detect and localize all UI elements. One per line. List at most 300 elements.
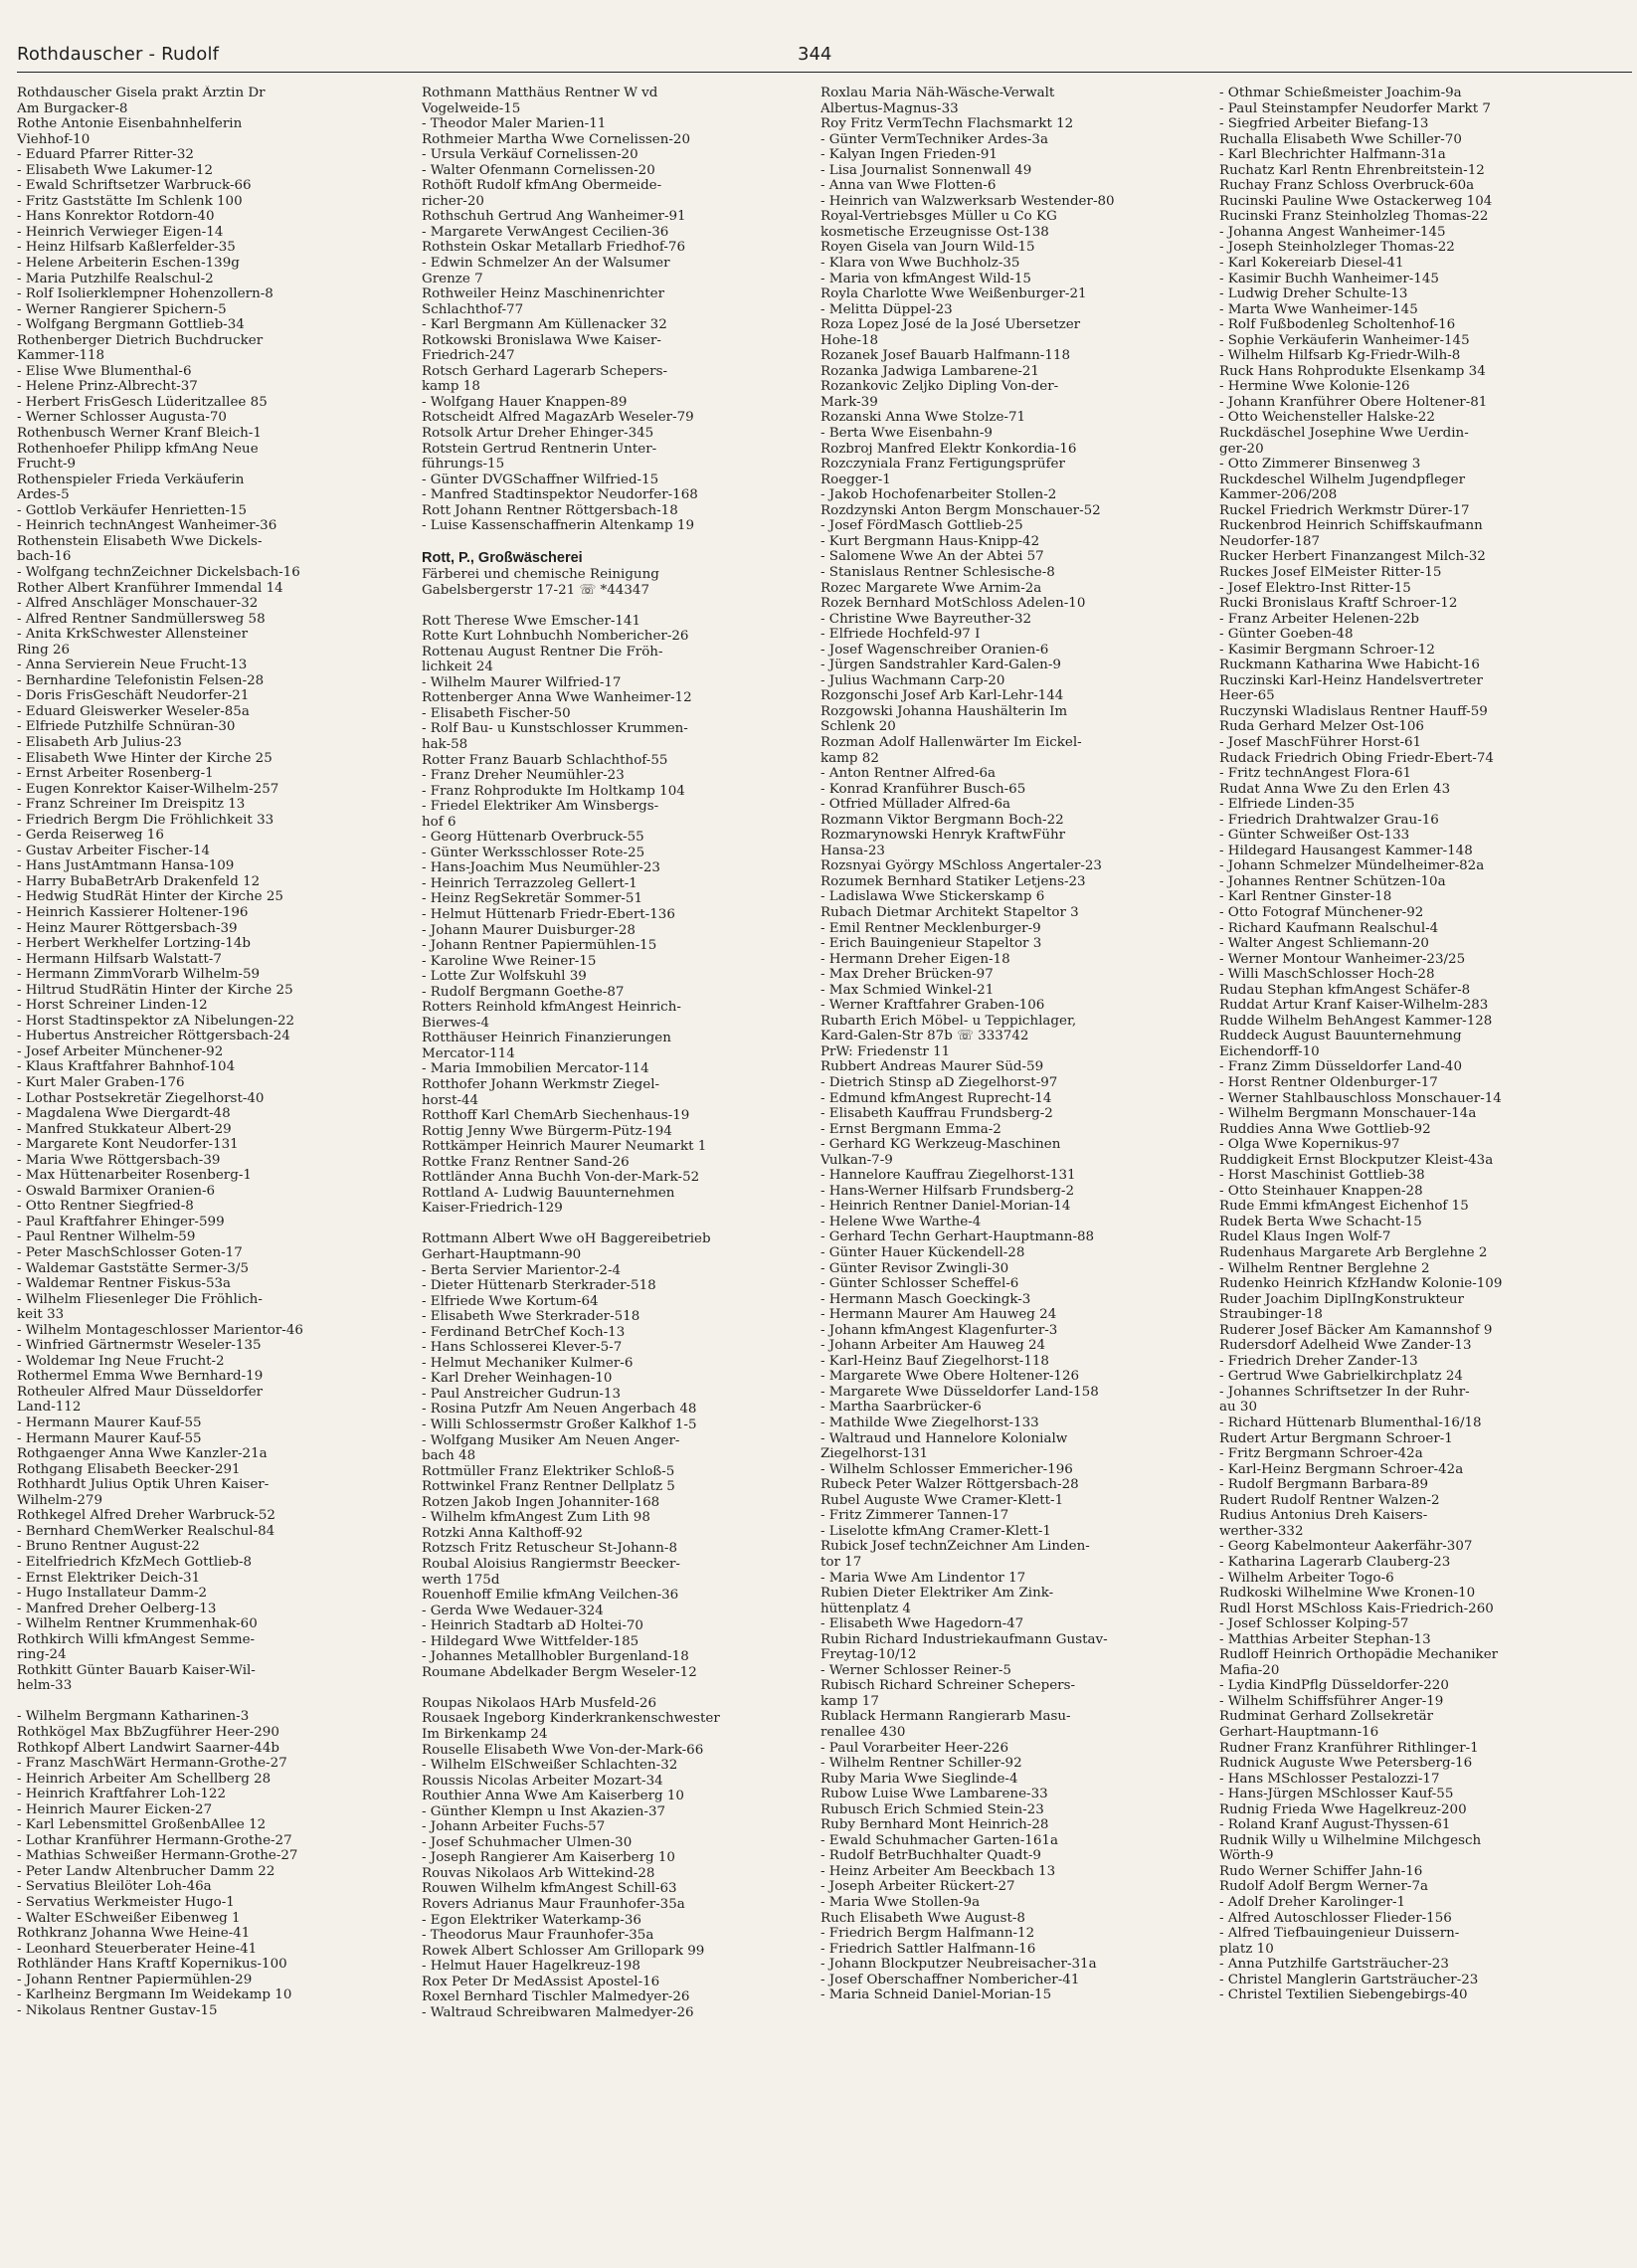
- directory-entry: Rubarth Erich Möbel- u Teppichlager,: [820, 1013, 1077, 1029]
- directory-entry: - Johannes Schriftsetzer In der Ruhr-: [1219, 1384, 1470, 1400]
- directory-entry: Grenze 7: [422, 271, 483, 286]
- directory-entry: Bierwes-4: [422, 1015, 489, 1031]
- directory-entry: - Luise Kassenschaffnerin Altenkamp 19: [422, 518, 695, 534]
- directory-entry: - Franz Rohprodukte Im Holtkamp 104: [422, 783, 685, 799]
- directory-entry: - Doris FrisGeschäft Neudorfer-21: [17, 688, 250, 704]
- directory-entry: - Waldemar Rentner Fiskus-53a: [17, 1276, 232, 1292]
- directory-entry: - Max Hüttenarbeiter Rosenberg-1: [17, 1168, 252, 1184]
- directory-entry: - Werner Rangierer Spichern-5: [17, 301, 227, 317]
- directory-entry: - Karl-Heinz Bergmann Schroer-42a: [1219, 1461, 1464, 1477]
- directory-entry: - Otto Rentner Siegfried-8: [17, 1199, 194, 1215]
- directory-entry: - Waltraud Schreibwaren Malmedyer-26: [422, 2004, 694, 2020]
- directory-entry: - Gerda Wwe Wedauer-324: [422, 1603, 604, 1618]
- directory-entry: Ruddat Artur Kranf Kaiser-Wilhelm-283: [1219, 998, 1489, 1014]
- directory-entry: - Bernhard ChemWerker Realschul-84: [17, 1523, 275, 1539]
- directory-entry: - Heinrich van Walzwerksarb Westender-80: [820, 193, 1115, 209]
- directory-entry: - Manfred Stadtinspektor Neudorfer-168: [422, 487, 698, 503]
- directory-entry: - Horst Stadtinspektor zA Nibelungen-22: [17, 1013, 295, 1029]
- directory-entry: - Edmund kfmAngest Ruprecht-14: [820, 1090, 1052, 1106]
- directory-entry: - Otto Weichensteller Halske-22: [1219, 410, 1435, 426]
- directory-entry: - Fritz Zimmerer Tannen-17: [820, 1508, 1009, 1524]
- directory-entry: Rothgaenger Anna Wwe Kanzler-21a: [17, 1446, 268, 1462]
- directory-entry: - Paul Steinstampfer Neudorfer Markt 7: [1219, 100, 1491, 116]
- directory-entry: - Friedrich Bergm Halfmann-12: [820, 1926, 1035, 1942]
- directory-entry: - Franz Zimm Düsseldorfer Land-40: [1219, 1059, 1463, 1075]
- directory-entry: - Wilhelm Montageschlosser Marientor-46: [17, 1322, 303, 1338]
- directory-entry: - Jürgen Sandstrahler Kard-Galen-9: [820, 658, 1061, 673]
- directory-entry: - Johann Blockputzer Neubreisacher-31a: [820, 1957, 1097, 1973]
- directory-entry: Routhier Anna Wwe Am Kaiserberg 10: [422, 1789, 684, 1804]
- directory-entry: Ruby Bernhard Mont Heinrich-28: [820, 1817, 1049, 1833]
- directory-entry: - Paul Rentner Wilhelm-59: [17, 1229, 196, 1245]
- directory-entry: - Ewald Schuhmacher Garten-161a: [820, 1832, 1058, 1848]
- directory-entry: - Hans-Jürgen MSchlosser Kauf-55: [1219, 1787, 1454, 1802]
- directory-entry: Rothkögel Max BbZugführer Heer-290: [17, 1724, 279, 1740]
- directory-entry: - Fritz technAngest Flora-61: [1219, 766, 1412, 782]
- directory-entry: - Oswald Barmixer Oranien-6: [17, 1183, 216, 1199]
- directory-entry: - Friedrich Dreher Zander-13: [1219, 1353, 1418, 1369]
- directory-entry: - Josef MaschFührer Horst-61: [1219, 734, 1422, 750]
- directory-entry: - Walter Angest Schliemann-20: [1219, 936, 1429, 952]
- directory-entry: - Karl Lebensmittel GroßenbAllee 12: [17, 1817, 267, 1833]
- directory-entry: - Gertrud Wwe Gabrielkirchplatz 24: [1219, 1369, 1463, 1385]
- directory-entry: - Otfried Müllader Alfred-6a: [820, 797, 1011, 813]
- directory-entry: Rudnick Auguste Wwe Petersberg-16: [1219, 1756, 1473, 1772]
- directory-entry: - Wilhelm Rentner Berglehne 2: [1219, 1260, 1430, 1276]
- directory-entry: Rotthoff Karl ChemArb Siechenhaus-19: [422, 1108, 690, 1124]
- directory-entry: - Hildegard Wwe Wittfelder-185: [422, 1633, 639, 1649]
- directory-entry: richer-20: [422, 193, 484, 209]
- directory-entry: Schlachthof-77: [422, 301, 524, 317]
- directory-entry: - Wilhelm Schlosser Emmericher-196: [820, 1461, 1073, 1477]
- directory-entry: - Alfred Rentner Sandmüllersweg 58: [17, 611, 266, 627]
- directory-entry: - Winfried Gärtnermstr Weseler-135: [17, 1338, 262, 1354]
- directory-entry: - Hannelore Kauffrau Ziegelhorst-131: [820, 1168, 1076, 1184]
- directory-entry: - Gerhard KG Werkzeug-Maschinen: [820, 1137, 1061, 1153]
- directory-entry: bach 48: [422, 1448, 476, 1464]
- directory-entry: Rubick Josef technZeichner Am Linden-: [820, 1539, 1090, 1555]
- directory-entry: Rottländer Anna Buchh Von-der-Mark-52: [422, 1170, 700, 1186]
- directory-entry: - Jakob Hochofenarbeiter Stollen-2: [820, 487, 1057, 503]
- directory-entry: - Franz Arbeiter Helenen-22b: [1219, 611, 1420, 627]
- directory-entry: - Wilhelm Fliesenleger Die Fröhlich-: [17, 1291, 263, 1307]
- directory-entry: - Josef Wagenschreiber Oranien-6: [820, 642, 1049, 658]
- directory-entry: Mark-39: [820, 394, 878, 410]
- directory-entry: Rudloff Heinrich Orthopädie Mechaniker: [1219, 1647, 1499, 1663]
- directory-entry: Rotstein Gertrud Rentnerin Unter-: [422, 441, 657, 457]
- directory-entry: - Elisabeth Fischer-50: [422, 705, 571, 721]
- directory-entry: - Hildegard Hausangest Kammer-148: [1219, 843, 1473, 858]
- directory-entry: - Hermann Dreher Eigen-18: [820, 951, 1010, 967]
- directory-entry: - Wilhelm kfmAngest Zum Lith 98: [422, 1510, 650, 1526]
- directory-entry: Rudack Friedrich Obing Friedr-Ebert-74: [1219, 750, 1494, 766]
- directory-entry: Ruddeck August Bauunternehmung: [1219, 1029, 1462, 1044]
- directory-entry: Rottkämper Heinrich Maurer Neumarkt 1: [422, 1139, 707, 1155]
- directory-entry: - Klara von Wwe Buchholz-35: [820, 256, 1020, 272]
- directory-entry: horst-44: [422, 1092, 479, 1108]
- directory-entry: Roxel Bernhard Tischler Malmedyer-26: [422, 1989, 690, 2005]
- directory-entry: Ruczynski Wladislaus Rentner Hauff-59: [1219, 703, 1488, 719]
- directory-entry: - Gottlob Verkäufer Henrietten-15: [17, 502, 248, 518]
- directory-entry: Rubel Auguste Wwe Cramer-Klett-1: [820, 1492, 1064, 1508]
- directory-entry: - Elfriede Putzhilfe Schnüran-30: [17, 719, 236, 735]
- directory-entry: - Heinrich Kraftfahrer Loh-122: [17, 1787, 227, 1802]
- directory-entry: - Wilhelm Bergmann Katharinen-3: [17, 1709, 250, 1725]
- directory-entry: - Werner Stahlbauschloss Monschauer-14: [1219, 1090, 1502, 1106]
- directory-entry: - Fritz Gaststätte Im Schlenk 100: [17, 193, 243, 209]
- directory-entry: Rotte Kurt Lohnbuchh Nombericher-26: [422, 629, 689, 645]
- directory-entry: - Friedrich Bergm Die Fröhlichkeit 33: [17, 812, 274, 828]
- directory-entry: - Helmut Mechaniker Kulmer-6: [422, 1355, 634, 1371]
- directory-entry: Ruderer Josef Bäcker Am Kamannshof 9: [1219, 1322, 1493, 1338]
- directory-entry: - Adolf Dreher Karolinger-1: [1219, 1894, 1406, 1910]
- directory-entry: Ruckes Josef ElMeister Ritter-15: [1219, 564, 1442, 580]
- directory-entry: Rothstein Oskar Metallarb Friedhof-76: [422, 240, 685, 256]
- directory-entry: - Heinrich technAngest Wanheimer-36: [17, 518, 277, 534]
- directory-entry: kamp 18: [422, 379, 480, 395]
- directory-entry: - Paul Vorarbeiter Heer-226: [820, 1740, 1009, 1756]
- directory-entry: Rothenspieler Frieda Verkäuferin: [17, 472, 245, 487]
- directory-entry: - Heinrich Maurer Eicken-27: [17, 1801, 213, 1817]
- directory-entry: helm-33: [17, 1678, 73, 1694]
- directory-entry: Ziegelhorst-131: [820, 1446, 929, 1462]
- directory-entry: - Paul Anstreicher Gudrun-13: [422, 1386, 622, 1402]
- directory-entry: - Franz Schreiner Im Dreispitz 13: [17, 797, 246, 813]
- directory-entry: - Franz MaschWärt Hermann-Grothe-27: [17, 1756, 287, 1772]
- directory-entry: - Hermann Masch Goeckingk-3: [820, 1291, 1031, 1307]
- directory-entry: Roupas Nikolaos HArb Musfeld-26: [422, 1695, 656, 1711]
- directory-entry: Rozmarynowski Henryk KraftwFühr: [820, 828, 1066, 844]
- directory-entry: werther-332: [1219, 1523, 1304, 1539]
- directory-entry: - Günter Schweißer Ost-133: [1219, 828, 1410, 844]
- directory-entry: - Maria Putzhilfe Realschul-2: [17, 271, 214, 286]
- directory-entry: - Hermann Hilfsarb Walstatt-7: [17, 951, 222, 967]
- directory-entry: - Walter Ofenmann Cornelissen-20: [422, 162, 655, 178]
- directory-entry: Rouenhoff Emilie kfmAng Veilchen-36: [422, 1588, 679, 1604]
- directory-entry: - Ludwig Dreher Schulte-13: [1219, 286, 1408, 302]
- directory-entry: - Lotte Zur Wolfskuhl 39: [422, 969, 587, 985]
- directory-entry: - Woldemar Ing Neue Frucht-2: [17, 1353, 225, 1369]
- directory-entry: - Wilhelm Hilfsarb Kg-Friedr-Wilh-8: [1219, 348, 1461, 364]
- directory-entry: - Theodor Maler Marien-11: [422, 116, 607, 132]
- directory-entry: - Herbert FrisGesch Lüderitzallee 85: [17, 394, 268, 410]
- directory-entry: - Olga Wwe Kopernikus-97: [1219, 1137, 1400, 1153]
- directory-entry: - Günter Werksschlosser Rote-25: [422, 845, 645, 860]
- directory-entry: - Elisabeth Wwe Hinter der Kirche 25: [17, 750, 273, 766]
- directory-entry: Rubow Luise Wwe Lambarene-33: [820, 1787, 1048, 1802]
- directory-entry: - Lisa Journalist Sonnenwall 49: [820, 162, 1032, 178]
- directory-entry: - Berta Wwe Eisenbahn-9: [820, 426, 993, 442]
- directory-entry: Rucki Bronislaus Kraftf Schroer-12: [1219, 596, 1458, 612]
- directory-entry: - Salomene Wwe An der Abtei 57: [820, 549, 1044, 565]
- directory-entry: - Richard Hüttenarb Blumenthal-16/18: [1219, 1416, 1482, 1431]
- directory-entry: - Mathias Schweißer Hermann-Grothe-27: [17, 1848, 298, 1864]
- directory-entry: - Elisabeth Arb Julius-23: [17, 734, 182, 750]
- directory-entry: Rozec Margarete Wwe Arnim-2a: [820, 580, 1042, 596]
- directory-entry: - Margarete Kont Neudorfer-131: [17, 1137, 239, 1153]
- directory-entry: Rotkowski Bronislawa Wwe Kaiser-: [422, 332, 661, 348]
- directory-entry: Rozgowski Johanna Haushälterin Im: [820, 703, 1068, 719]
- directory-entry: Rotsolk Artur Dreher Ehinger-345: [422, 426, 654, 442]
- directory-entry: Kaiser-Friedrich-129: [422, 1201, 563, 1217]
- directory-entry: tor 17: [820, 1554, 862, 1570]
- directory-entry: - Kalyan Ingen Frieden-91: [820, 147, 998, 163]
- directory-entry: - Marta Wwe Wanheimer-145: [1219, 301, 1418, 317]
- directory-entry: Ruckmann Katharina Wwe Habicht-16: [1219, 658, 1480, 673]
- directory-entry: - Alfred Autoschlosser Flieder-156: [1219, 1910, 1452, 1926]
- directory-entry: Ring 26: [17, 642, 71, 658]
- directory-entry: Rothschuh Gertrud Ang Wanheimer-91: [422, 209, 686, 225]
- directory-entry: - Maria Schneid Daniel-Morian-15: [820, 1987, 1052, 2003]
- directory-entry: - Wilhelm Maurer Wilfried-17: [422, 674, 622, 690]
- directory-entry: - Rosina Putzfr Am Neuen Angerbach 48: [422, 1402, 697, 1418]
- directory-entry: lichkeit 24: [422, 660, 493, 675]
- directory-entry: Roy Fritz VermTechn Flachsmarkt 12: [820, 116, 1074, 132]
- directory-entry: Rublack Hermann Rangierarb Masu-: [820, 1709, 1071, 1725]
- directory-entry: Rott Therese Wwe Emscher-141: [422, 613, 641, 629]
- column-1: [17, 86, 410, 2264]
- directory-entry: Roxlau Maria Näh-Wäsche-Verwalt: [820, 86, 1055, 100]
- directory-entry: - Herbert Werkhelfer Lortzing-14b: [17, 936, 252, 952]
- column-3: [820, 86, 1213, 2264]
- directory-entry: - Karl Dreher Weinhagen-10: [422, 1371, 613, 1387]
- directory-entry: Rothmann Matthäus Rentner W vd: [422, 86, 658, 100]
- directory-entry: - Horst Rentner Oldenburger-17: [1219, 1075, 1438, 1090]
- directory-entry: Rubach Dietmar Architekt Stapeltor 3: [820, 904, 1079, 920]
- directory-entry: Rude Emmi kfmAngest Eichenhof 15: [1219, 1199, 1469, 1215]
- directory-entry: Schlenk 20: [820, 719, 896, 735]
- directory-entry: Frucht-9: [17, 457, 77, 472]
- directory-entry: Färberei und chemische Reinigung: [422, 566, 659, 582]
- directory-entry: Friedrich-247: [422, 348, 515, 364]
- directory-entry: - Servatius Bleilöter Loh-46a: [17, 1879, 212, 1895]
- directory-entry: Ruch Elisabeth Wwe August-8: [820, 1910, 1025, 1926]
- directory-entry: Gerhart-Hauptmann-16: [1219, 1724, 1379, 1740]
- directory-entry: - Julius Wachmann Carp-20: [820, 672, 1005, 688]
- directory-entry: Rudius Antonius Dreh Kaisers-: [1219, 1508, 1428, 1524]
- directory-entry: - Wolfgang Bergmann Gottlieb-34: [17, 317, 245, 333]
- directory-entry: - Friedel Elektriker Am Winsbergs-: [422, 799, 659, 815]
- directory-entry: - Johann kfmAngest Klagenfurter-3: [820, 1322, 1058, 1338]
- directory-entry: - Werner Kraftfahrer Graben-106: [820, 998, 1045, 1014]
- directory-entry: Rotthäuser Heinrich Finanzierungen: [422, 1031, 671, 1046]
- directory-entry: Rouwen Wilhelm kfmAngest Schill-63: [422, 1881, 677, 1897]
- directory-entry: Ruczinski Karl-Heinz Handelsvertreter: [1219, 672, 1483, 688]
- directory-entry: [422, 1217, 815, 1232]
- directory-entry: Rubin Richard Industriekaufmann Gustav-: [820, 1631, 1108, 1647]
- directory-entry: Rothkegel Alfred Dreher Warbruck-52: [17, 1508, 275, 1524]
- directory-entry: Rothdauscher Gisela prakt Ärztin Dr: [17, 86, 266, 100]
- directory-entry: Viehhof-10: [17, 131, 91, 147]
- directory-entry: - Heinrich Terrazzoleg Gellert-1: [422, 875, 637, 891]
- directory-entry: Rothöft Rudolf kfmAng Obermeide-: [422, 178, 662, 194]
- directory-entry: - Wilhelm Bergmann Monschauer-14a: [1219, 1106, 1477, 1122]
- directory-entry: - Bernhardine Telefonistin Felsen-28: [17, 672, 265, 688]
- directory-entry: Hansa-23: [820, 843, 885, 858]
- directory-entry: Rozankovic Zeljko Dipling Von-der-: [820, 379, 1059, 395]
- directory-entry: [422, 598, 815, 614]
- directory-entry: Im Birkenkamp 24: [422, 1726, 548, 1742]
- directory-entry: Rott, P., Großwäscherei: [422, 550, 583, 567]
- directory-entry: Rousaek Ingeborg Kinderkrankenschwester: [422, 1711, 720, 1727]
- directory-entry: - Wolfgang technZeichner Dickelsbach-16: [17, 564, 300, 580]
- directory-entry: Ruby Maria Wwe Sieglinde-4: [820, 1771, 1018, 1787]
- directory-entry: hof 6: [422, 814, 456, 830]
- directory-entry: - Karl Blechrichter Halfmann-31a: [1219, 147, 1446, 163]
- directory-entry: - Egon Elektriker Waterkamp-36: [422, 1912, 641, 1928]
- directory-entry: - Margarete VerwAngest Cecilien-36: [422, 224, 669, 240]
- directory-entry: - Anita KrkSchwester Allensteiner: [17, 627, 249, 643]
- directory-entry: - Maria Wwe Stollen-9a: [820, 1894, 981, 1910]
- directory-entry: - Hans Konrektor Rotdorn-40: [17, 209, 215, 225]
- directory-entry: Rottmann Albert Wwe oH Baggereibetrieb: [422, 1231, 711, 1247]
- directory-entry: - Heinz Hilfsarb Kaßlerfelder-35: [17, 240, 236, 256]
- directory-entry: Rubien Dieter Elektriker Am Zink-: [820, 1586, 1054, 1602]
- directory-entry: - Max Dreher Brücken-97: [820, 967, 994, 983]
- directory-entry: Rotters Reinhold kfmAngest Heinrich-: [422, 1000, 681, 1016]
- directory-entry: - Karl Bergmann Am Küllenacker 32: [422, 317, 667, 333]
- directory-entry: - Horst Schreiner Linden-12: [17, 998, 208, 1014]
- directory-entry: - Liselotte kfmAng Cramer-Klett-1: [820, 1523, 1051, 1539]
- directory-entry: Rudel Klaus Ingen Wolf-7: [1219, 1229, 1391, 1245]
- directory-entry: - Karoline Wwe Reiner-15: [422, 953, 597, 969]
- directory-entry: Rozmann Viktor Bergmann Boch-22: [820, 812, 1064, 828]
- directory-entry: bach-16: [17, 549, 72, 565]
- directory-entry: - Ernst Elektriker Deich-31: [17, 1570, 201, 1586]
- directory-entry: Rubeck Peter Walzer Röttgersbach-28: [820, 1477, 1079, 1493]
- directory-entry: - Rudolf Bergmann Barbara-89: [1219, 1477, 1429, 1493]
- directory-entry: Kammer-206/208: [1219, 487, 1338, 503]
- directory-entry: - Fritz Bergmann Schroer-42a: [1219, 1446, 1423, 1462]
- directory-entry: - Heinrich Stadtarb aD Holtei-70: [422, 1618, 643, 1634]
- directory-entry: Rubisch Richard Schreiner Schepers-: [820, 1678, 1076, 1694]
- directory-entry: Rouvas Nikolaos Arb Wittekind-28: [422, 1865, 655, 1881]
- directory-entry: Rottwinkel Franz Rentner Dellplatz 5: [422, 1479, 675, 1495]
- directory-entry: - Eitelfriedrich KfzMech Gottlieb-8: [17, 1554, 253, 1570]
- directory-entry: - Roland Kranf August-Thyssen-61: [1219, 1817, 1451, 1833]
- directory-entry: Land-112: [17, 1400, 82, 1416]
- directory-entry: renallee 430: [820, 1724, 906, 1740]
- directory-entry: - Günter Hauer Kückendell-28: [820, 1245, 1025, 1261]
- directory-entry: - Waldemar Gaststätte Sermer-3/5: [17, 1260, 250, 1276]
- directory-entry: Rottenberger Anna Wwe Wanheimer-12: [422, 690, 692, 706]
- directory-entry: hak-58: [422, 736, 468, 752]
- directory-entry: Rudenhaus Margarete Arb Berglehne 2: [1219, 1245, 1488, 1261]
- directory-entry: - Wilhelm Rentner Krummenhak-60: [17, 1616, 258, 1632]
- directory-entry: - Eugen Konrektor Kaiser-Wilhelm-257: [17, 781, 279, 797]
- directory-entry: - Heinz RegSekretär Sommer-51: [422, 891, 643, 907]
- directory-entry: - Rudolf BetrBuchhalter Quadt-9: [820, 1848, 1041, 1864]
- directory-entry: - Johann Arbeiter Fuchs-57: [422, 1819, 606, 1835]
- directory-entry: führungs-15: [422, 457, 505, 472]
- directory-entry: ger-20: [1219, 441, 1264, 457]
- directory-entry: Heer-65: [1219, 688, 1275, 704]
- header-rule: [17, 72, 1632, 73]
- running-head: Rothdauscher - Rudolf: [17, 44, 220, 65]
- directory-entry: - Günter DVGSchaffner Wilfried-15: [422, 472, 659, 487]
- directory-entry: - Wilhelm ElSchweißer Schlachten-32: [422, 1758, 678, 1774]
- directory-entry: - Christine Wwe Bayreuther-32: [820, 611, 1032, 627]
- directory-entry: - Horst Maschinist Gottlieb-38: [1219, 1168, 1425, 1184]
- directory-entry: - Magdalena Wwe Diergardt-48: [17, 1106, 231, 1122]
- directory-entry: [422, 1680, 815, 1696]
- directory-entry: - Johannes Metallhobler Burgenland-18: [422, 1649, 689, 1665]
- directory-entry: Rudo Werner Schiffer Jahn-16: [1219, 1863, 1423, 1879]
- directory-entry: Rothländer Hans Kraftf Kopernikus-100: [17, 1957, 287, 1973]
- directory-entry: Rozdzynski Anton Bergm Monschauer-52: [820, 502, 1101, 518]
- directory-entry: Rotthofer Johann Werkmstr Ziegel-: [422, 1077, 660, 1092]
- directory-entry: - Werner Schlosser Reiner-5: [820, 1662, 1011, 1678]
- directory-entry: - Maria Wwe Am Lindentor 17: [820, 1570, 1026, 1586]
- directory-entry: - Elisabeth Wwe Lakumer-12: [17, 162, 214, 178]
- directory-entry: - Heinrich Rentner Daniel-Morian-14: [820, 1199, 1071, 1215]
- directory-entry: - Ladislawa Wwe Stickerskamp 6: [820, 889, 1045, 905]
- directory-entry: - Melitta Düppel-23: [820, 301, 953, 317]
- directory-entry: - Johannes Rentner Schützen-10a: [1219, 873, 1446, 889]
- directory-entry: Rottland A- Ludwig Bauunternehmen: [422, 1185, 675, 1201]
- directory-entry: Ruckdeschel Wilhelm Jugendpfleger: [1219, 472, 1466, 487]
- directory-entry: - Alfred Anschläger Monschauer-32: [17, 596, 259, 612]
- directory-entry: Rothhardt Julius Optik Uhren Kaiser-: [17, 1477, 270, 1493]
- directory-entry: Rothermel Emma Wwe Bernhard-19: [17, 1369, 264, 1385]
- directory-entry: - Ferdinand BetrChef Koch-13: [422, 1324, 626, 1340]
- directory-entry: Rubbert Andreas Maurer Süd-59: [820, 1059, 1044, 1075]
- directory-entry: - Gustav Arbeiter Fischer-14: [17, 843, 211, 858]
- directory-entry: - Josef Schuhmacher Ulmen-30: [422, 1834, 633, 1850]
- directory-entry: - Servatius Werkmeister Hugo-1: [17, 1894, 235, 1910]
- directory-entry: - Josef Arbeiter Münchener-92: [17, 1043, 224, 1059]
- directory-entry: - Wolfgang Musiker Am Neuen Anger-: [422, 1432, 680, 1448]
- directory-entry: - Otto Steinhauer Knappen-28: [1219, 1183, 1423, 1199]
- directory-entry: - Günter VermTechniker Ardes-3a: [820, 131, 1048, 147]
- directory-entry: - Günter Goeben-48: [1219, 627, 1354, 643]
- directory-entry: Rothenstein Elisabeth Wwe Dickels-: [17, 533, 263, 549]
- directory-entry: - Konrad Kranführer Busch-65: [820, 781, 1026, 797]
- directory-entry: Rott Johann Rentner Röttgersbach-18: [422, 502, 678, 518]
- directory-entry: ring-24: [17, 1647, 67, 1663]
- directory-entry: Rudner Franz Kranführer Rithlinger-1: [1219, 1740, 1479, 1756]
- directory-entry: kamp 82: [820, 750, 879, 766]
- directory-entry: Rotscheidt Alfred MagazArb Weseler-79: [422, 410, 694, 426]
- directory-entry: Ruda Gerhard Melzer Ost-106: [1219, 719, 1424, 735]
- directory-entry: - Leonhard Steuerberater Heine-41: [17, 1941, 258, 1957]
- directory-entry: Rozgonschi Josef Arb Karl-Lehr-144: [820, 688, 1064, 704]
- directory-entry: - Ursula Verkäuf Cornelissen-20: [422, 147, 638, 163]
- directory-entry: Eichendorff-10: [1219, 1043, 1320, 1059]
- directory-entry: - Lothar Kranführer Hermann-Grothe-27: [17, 1832, 292, 1848]
- directory-entry: Gerhart-Hauptmann-90: [422, 1247, 582, 1263]
- directory-entry: - Maria Immobilien Mercator-114: [422, 1061, 649, 1077]
- directory-entry: - Friedrich Drahtwalzer Grau-16: [1219, 812, 1439, 828]
- directory-entry: - Friedrich Sattler Halfmann-16: [820, 1941, 1036, 1957]
- directory-entry: - Karl Kokereiarb Diesel-41: [1219, 256, 1404, 272]
- directory-entry: Ruder Joachim DiplIngKonstrukteur: [1219, 1291, 1464, 1307]
- directory-entry: Rother Albert Kranführer Immendal 14: [17, 580, 283, 596]
- directory-entry: - Alfred Tiefbauingenieur Duissern-: [1219, 1926, 1460, 1942]
- directory-entry: Rudnig Frieda Wwe Hagelkreuz-200: [1219, 1801, 1467, 1817]
- directory-entry: - Christel Textilien Siebengebirgs-40: [1219, 1987, 1468, 2003]
- directory-entry: - Elisabeth Wwe Hagedorn-47: [820, 1616, 1024, 1632]
- directory-entry: - Elisabeth Kauffrau Frundsberg-2: [820, 1106, 1053, 1122]
- directory-entry: - Kurt Bergmann Haus-Knipp-42: [820, 533, 1040, 549]
- directory-entry: - Otto Fotograf Münchener-92: [1219, 904, 1424, 920]
- directory-entry: - Karl Rentner Ginster-18: [1219, 889, 1392, 905]
- directory-entry: - Waltraud und Hannelore Kolonialw: [820, 1430, 1068, 1446]
- directory-entry: - Edwin Schmelzer An der Walsumer: [422, 256, 670, 272]
- directory-entry: Neudorfer-187: [1219, 533, 1321, 549]
- directory-entry: - Werner Montour Wanheimer-23/25: [1219, 951, 1466, 967]
- directory-entry: Rudnik Willy u Wilhelmine Milchgesch: [1219, 1832, 1482, 1848]
